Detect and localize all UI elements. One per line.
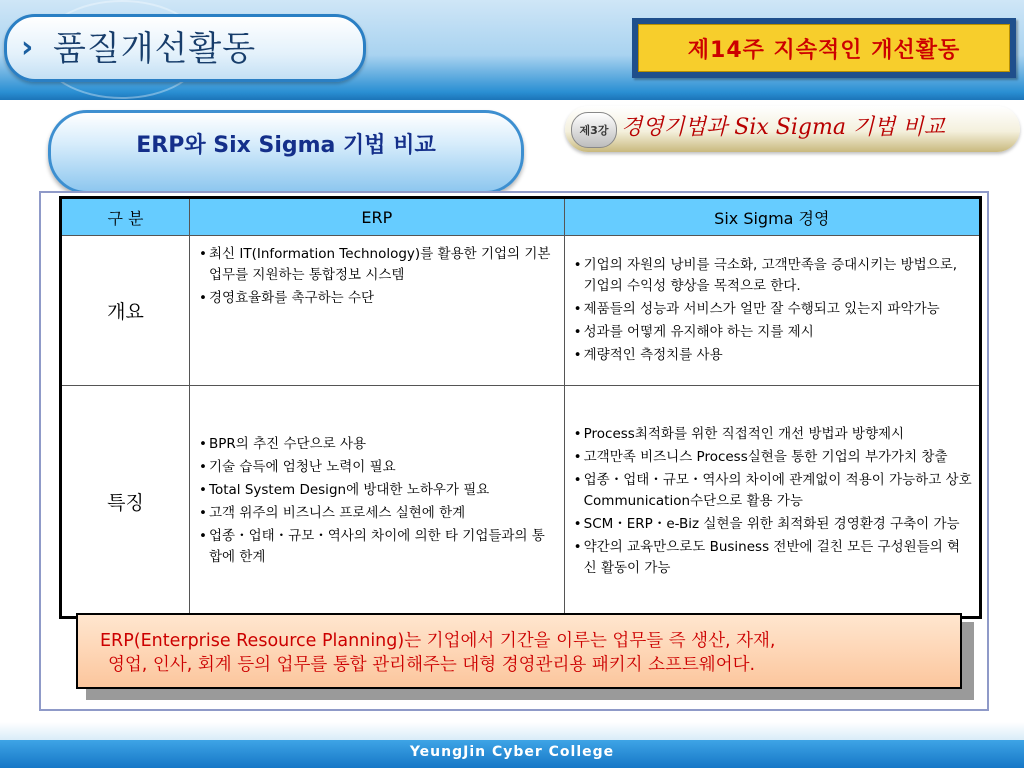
- list-item: • 기업의 자원의 낭비를 극소화, 고객만족을 증대시키는 방법으로, 기업의 수익성 향상을 목적으로 한다.: [572, 255, 972, 297]
- lecture-title-pill: [565, 106, 1020, 152]
- row-category-features: 특징: [61, 386, 190, 618]
- list-item: • 계량적인 측정치를 사용: [572, 345, 972, 366]
- lecture-number-badge: 제3강: [571, 112, 617, 148]
- list-item: • 고객만족 비즈니스 Process실현을 통한 기업의 부가가치 창출: [572, 447, 972, 468]
- list-item: • 업종・업태・규모・역사의 차이에 관계없이 적용이 가능하고 상호 Communication수단으로 활용 가능: [572, 470, 972, 512]
- header-category: 구 분: [61, 198, 190, 236]
- table-row-features: [61, 386, 981, 618]
- erp-features-cell: [190, 386, 565, 618]
- comparison-table: [59, 196, 982, 619]
- list-item: • SCM・ERP・e-Biz 실현을 위한 최적화된 경영환경 구축이 가능: [572, 514, 972, 535]
- list-item: • 제품들의 성능과 서비스가 얼만 잘 수행되고 있는지 파악가능: [572, 299, 972, 320]
- six-sigma-overview-cell: [564, 236, 980, 386]
- course-title: 품질개선활동: [53, 29, 257, 69]
- list-item: • 경영효율화를 촉구하는 수단: [197, 288, 557, 309]
- definition-line-1: ERP(Enterprise Resource Planning)는 기업에서 기간을 이루는 업무들 즉 생산, 자재,: [100, 631, 776, 651]
- lecture-title: 경영기법과 Six Sigma 기법 비교: [621, 115, 945, 140]
- section-title-pill: [48, 110, 524, 194]
- footer-college-name: YeungJin Cyber College: [409, 744, 615, 760]
- header-six-sigma: Six Sigma 경영: [564, 198, 980, 236]
- erp-overview-cell: [190, 236, 565, 386]
- list-item: • 고객 위주의 비즈니스 프로세스 실현에 한계: [197, 503, 557, 524]
- table-header-row: [61, 198, 981, 236]
- six-sigma-features-cell: [564, 386, 980, 618]
- week-title-box: [632, 18, 1016, 78]
- header-erp: ERP: [190, 198, 565, 236]
- list-item: • Process최적화를 위한 직접적인 개선 방법과 방향제시: [572, 424, 972, 445]
- section-title: ERP와 Six Sigma 기법 비교: [136, 133, 436, 158]
- erp-definition-box: [76, 613, 962, 689]
- footer-highlight: [0, 722, 1024, 740]
- week-title: 제14주 지속적인 개선활동: [638, 24, 1010, 72]
- list-item: • 업종・업태・규모・역사의 차이에 의한 타 기업들과의 통합에 한계: [197, 526, 557, 568]
- course-title-pill: [4, 14, 366, 82]
- list-item: • 성과를 어떻게 유지해야 하는 지를 제시: [572, 322, 972, 343]
- table-row-overview: [61, 236, 981, 386]
- list-item: • BPR의 추진 수단으로 사용: [197, 434, 557, 455]
- footer-band: [0, 740, 1024, 768]
- chevron-right-icon: ›: [21, 30, 34, 65]
- definition-line-2: 영업, 인사, 회계 등의 업무를 통합 관리해주는 대형 경영관리용 패키지 소프트웨어다.: [108, 655, 756, 675]
- list-item: • 최신 IT(Information Technology)를 활용한 기업의 기본 업무를 지원하는 통합정보 시스템: [197, 244, 557, 286]
- row-category-overview: 개요: [61, 236, 190, 386]
- list-item: • Total System Design에 방대한 노하우가 필요: [197, 480, 557, 501]
- list-item: • 기술 습득에 엄청난 노력이 필요: [197, 457, 557, 478]
- list-item: • 약간의 교육만으로도 Business 전반에 걸친 모든 구성원들의 혁신 활동이 가능: [572, 537, 972, 579]
